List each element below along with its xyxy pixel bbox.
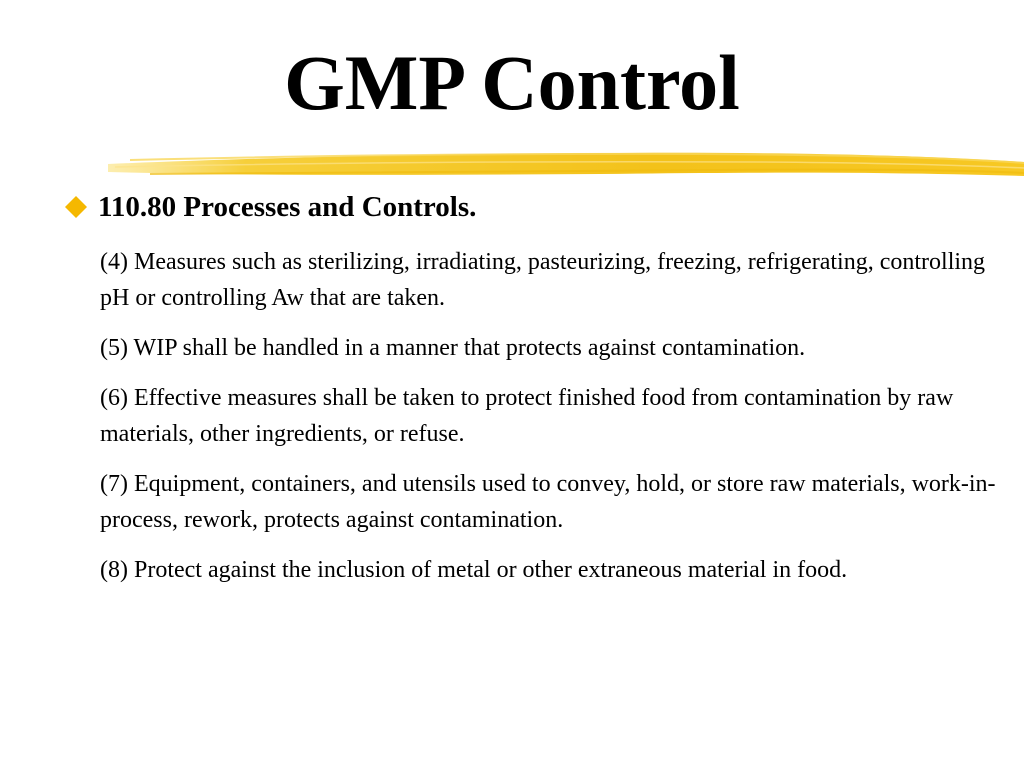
list-item: (6) Effective measures shall be taken to protect finished food from contamination by raw materials, other ingredients, or refuse. [100, 385, 954, 447]
list-item: (5) WIP shall be handled in a manner that protects against contamination. [100, 335, 806, 361]
slide-title: GMP Control [284, 39, 740, 126]
yellow-brush-underline [0, 0, 1024, 200]
bullet-heading: 110.80 Processes and Controls. [98, 191, 477, 223]
sub-items-list [100, 244, 1000, 602]
list-item: (7) Equipment, containers, and utensils used to convey, hold, or store raw materials, work-in-process, rework, protects against contamination. [100, 471, 996, 533]
list-item: (8) Protect against the inclusion of metal or other extraneous material in food. [100, 557, 848, 583]
main-bullet [62, 189, 476, 225]
diamond-bullet-icon [62, 193, 90, 221]
list-item: (4) Measures such as sterilizing, irradiating, pasteurizing, freezing, refrigerating, controlling pH or controlling Aw that are taken. [100, 249, 986, 311]
